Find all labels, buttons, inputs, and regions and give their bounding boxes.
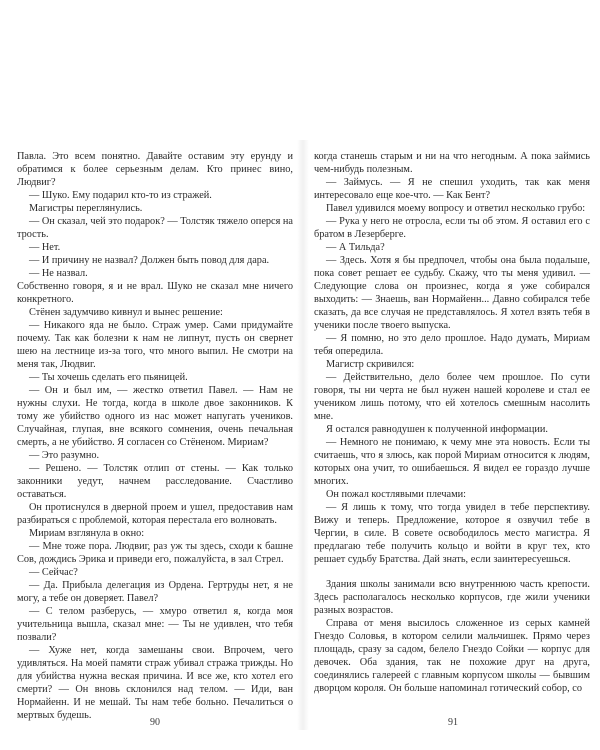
right-page-paragraph: — Я помню, но это дело прошлое. Надо думать, Мириам тебя опередила. bbox=[314, 333, 590, 357]
left-page-paragraph: — Да. Прибыла делегация из Ордена. Гертруды нет, я не могу, а тебе он доверяет. Павел? bbox=[17, 580, 293, 604]
left-page bbox=[17, 150, 293, 721]
section-break bbox=[314, 566, 590, 578]
right-page-paragraph: когда станешь старым и ни на что негодным. А пока займись чем-нибудь полезным. bbox=[314, 151, 590, 175]
left-page-paragraph: — С телом разберусь, — хмуро ответил я, когда моя учительница вышла, сказал мне: — Ты не удивлен, что тебя позвали? bbox=[17, 606, 293, 643]
left-page-paragraph: Собственно говоря, я и не врал. Шуко не сказал мне ничего конкретного. bbox=[17, 281, 293, 305]
right-page-paragraph: Я остался равнодушен к полученной информации. bbox=[326, 424, 548, 435]
book-gutter bbox=[297, 140, 309, 730]
right-page-paragraph: — Немного не понимаю, к чему мне эта новость. Если ты считаешь, что я злюсь, как порой Мириам относится к людям, которых она учит, то ошибаешься. Я видел ее гораздо лучше многих. bbox=[314, 437, 590, 487]
left-page-paragraph: — И причину не назвал? Должен быть повод для дара. bbox=[29, 255, 270, 266]
right-page-paragraph: Справа от меня высилось сложенное из серых камней Гнездо Соловья, в котором селили мальчишек. Прямо через площадь, сразу за садом, белело Гнездо Сойки — корпус для девочек. Оба здания, так не похожие друг на друга, соединялись галереей с главным корпусом школы — бывшим дворцом короля. Он больше напоминал готический собор, со bbox=[314, 618, 590, 694]
left-page-number: 90 bbox=[150, 717, 160, 728]
left-page-paragraph: — Мне тоже пора. Людвиг, раз уж ты здесь, сходи к башне Сов, дождись Эрика и приведи его, пожалуйста, в зал Стрел. bbox=[17, 541, 293, 565]
right-page-paragraph: Он пожал костлявыми плечами: bbox=[326, 489, 466, 500]
left-page-paragraph: — Он сказал, чей это подарок? — Толстяк тяжело оперся на трость. bbox=[17, 216, 293, 240]
left-page-paragraph: — Сейчас? bbox=[29, 567, 78, 578]
left-page-paragraph: — Никакого яда не было. Страж умер. Сами придумайте почему. Так как болезни к нам не липнут, пусть он свернет шею на лестнице из-за того, что много выпил. Не смотри на меня так, Людвиг. bbox=[17, 320, 293, 370]
right-page bbox=[314, 150, 590, 710]
right-page-paragraph: Здания школы занимали всю внутреннюю часть крепости. Здесь располагалось несколько корпусов, где жили ученики разных возрастов. bbox=[314, 579, 590, 616]
left-page-paragraph: — Он и был им, — жестко ответил Павел. — Нам не нужны слухи. Не тогда, когда в школе двое законников. К тому же убийство одного из нас может напугать учеников. Случайная, глупая, вне всякого сомнения, очень печальная смерть, а не убийство. Я согласен со Стёненом. Мириам? bbox=[17, 385, 293, 448]
left-page-paragraph: — Не назвал. bbox=[29, 268, 88, 279]
right-page-paragraph: — Рука у него не отросла, если ты об этом. Я оставил его с братом в Лезерберге. bbox=[314, 216, 590, 240]
left-page-paragraph: Стёнен задумчиво кивнул и вынес решение: bbox=[29, 307, 223, 318]
left-page-paragraph: Магистры переглянулись. bbox=[29, 203, 143, 214]
left-page-paragraph: — Решено. — Толстяк отлип от стены. — Как только законники уедут, начнем расследование. Счастливо оставаться. bbox=[17, 463, 293, 500]
right-page-paragraph: Магистр скривился: bbox=[326, 359, 415, 370]
right-page-paragraph: — Займусь. — Я не спешил уходить, так как меня интересовало еще кое-что. — Как Бент? bbox=[314, 177, 590, 201]
left-page-paragraph: — Это разумно. bbox=[29, 450, 100, 461]
right-page-paragraph: — Я лишь к тому, что тогда увидел в тебе перспективу. Вижу и теперь. Предложение, которое я озвучил тебе в Чергии, в силе. В совете освободилось место магистра. Я предлагаю тебе получить кольцо и войти в круг тех, кто решает судьбу Братства. Дай знать, если заинтересуешься. bbox=[314, 502, 590, 565]
left-page-paragraph: — Шуко. Ему подарил кто-то из стражей. bbox=[29, 190, 212, 201]
left-page-paragraph: Павла. Это всем понятно. Давайте оставим эту ерунду и обратимся к более серьезным делам. Кто принес вино, Людвиг? bbox=[17, 151, 293, 188]
right-page-paragraph: — А Тильда? bbox=[326, 242, 385, 253]
right-page-paragraph: Павел удивился моему вопросу и ответил несколько грубо: bbox=[326, 203, 586, 214]
left-page-paragraph: — Ты хочешь сделать его пьяницей. bbox=[29, 372, 188, 383]
left-page-paragraph: — Хуже нет, когда замешаны свои. Впрочем, чего удивляться. На моей памяти страж убивал стража трижды. Но для убийства нужна веская причина. И все же, кто хотел его смерти? — Он вновь склонился над телом. — Иди, ван Нормайенн. И не мешай. Ты нам тебе больно. Печалиться о мертвых будешь. bbox=[17, 645, 293, 721]
left-page-paragraph: Мириам взглянула в окно: bbox=[29, 528, 145, 539]
right-page-paragraph: — Здесь. Хотя я бы предпочел, чтобы она была подальше, пока совет решает ее судьбу. Скажу, что ты меня удивил. — Следующие слова он произнес, когда я уже собирался выходить: — Знаешь, ван Нормайенн... Давно собирался тебе сказать, да все случая не представлялось. Я хотел взять тебя в ученики после твоего выпуска. bbox=[314, 255, 590, 331]
right-page-number: 91 bbox=[448, 717, 458, 728]
left-page-paragraph: — Нет. bbox=[29, 242, 61, 253]
left-page-paragraph: Он протиснулся в дверной проем и ушел, предоставив нам разбираться с проблемой, которая перестала его волновать. bbox=[17, 502, 293, 526]
right-page-paragraph: — Действительно, дело более чем прошлое. По сути говоря, ты ни черта не был нужен нашей королеве и стал ее учеником лишь потому, что ей хотелось смешным насолить мне. bbox=[314, 372, 590, 422]
